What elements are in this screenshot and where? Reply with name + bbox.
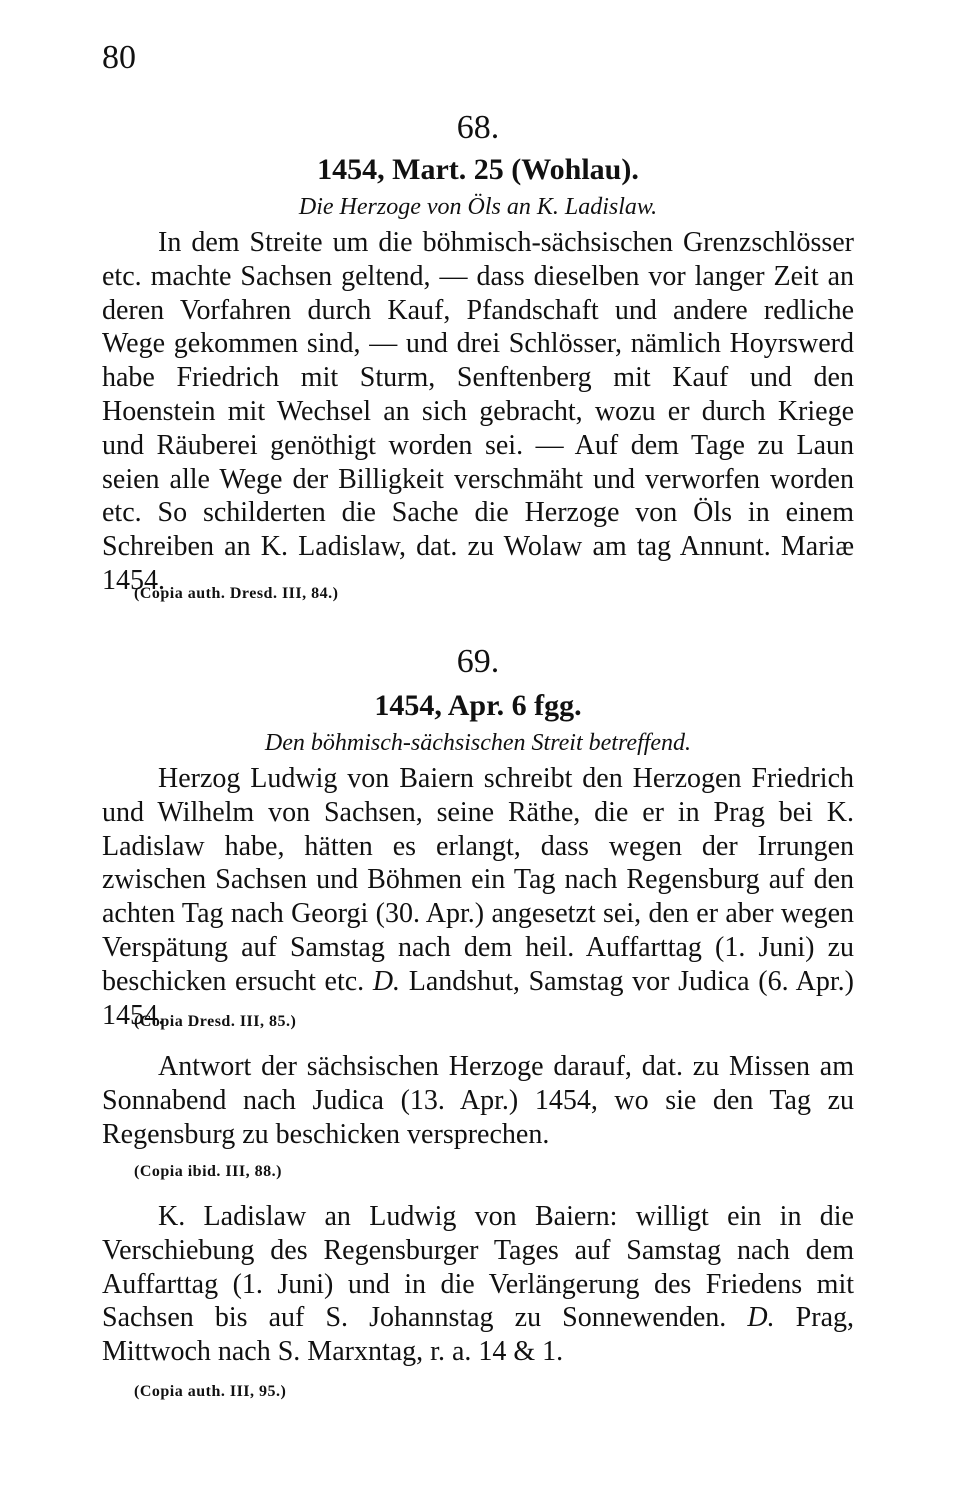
dated-marker: D.	[747, 1302, 775, 1334]
paragraph-text: K. Ladislaw an Ludwig von Baiern: willigt ein in die Verschiebung des Regensburger Tages auf Samstag nach dem Auffarttag (1. Juni) und in die Verlängerung des Friedens mit Sachsen bis auf S. Johannstag zu Sonnewenden.	[102, 1201, 854, 1334]
paragraph-text: Landshut, Samstag vor Judica (6. Apr.) 1454.	[102, 965, 854, 1031]
section-paragraph	[102, 762, 854, 1032]
section-paragraph	[102, 1200, 854, 1369]
section-number: 68.	[456, 109, 500, 146]
section-date: 1454, Mart. 25 (Wohlau).	[317, 153, 639, 186]
section-subtitle: Die Herzoge von Öls an K. Ladislaw.	[298, 194, 658, 220]
section-paragraph: In dem Streite um die böhmisch-sächsischen Grenzschlösser etc. machte Sachsen geltend, — dass dieselben vor langer Zeit an deren Vorfahren durch Kauf, Pfandschaft und andere redliche Wege gekommen sind, — und drei Schlösser, nämlich Hoyrswerd habe Friedrich mit Sturm, Senftenberg mit Kauf und den Hoenstein mit Wechsel an sich gebracht, wozu er durch Kriege und Räuberei genöthigt worden sei. — Auf dem Tage zu Laun seien alle Wege der Billigkeit verschmäht und verworfen worden etc. So schilderten die Sache die Herzoge von Öls in einem Schreiben an K. Ladislaw, dat. zu Wolaw am tag Annunt. Mariæ 1454.	[102, 227, 854, 596]
section-paragraph: Antwort der sächsischen Herzoge darauf, dat. zu Missen am Sonnabend nach Judica (13. Apr.) 1454, wo sie den Tag zu Regensburg zu beschicken versprechen.	[102, 1051, 854, 1150]
page-number: 80	[102, 39, 136, 76]
citation: (Copia Dresd. III, 85.)	[134, 1013, 297, 1030]
section-subtitle: Den böhmisch-sächsischen Streit betreffend.	[264, 730, 692, 756]
paragraph-text: Herzog Ludwig von Baiern schreibt den Herzogen Friedrich und Wilhelm von Sachsen, seine Räthe, die er in Prag bei K. Ladislaw habe, hätten es erlangt, dass wegen der Irrungen zwischen Sachsen und Böhmen ein Tag nach Regensburg auf den achten Tag nach Georgi (30. Apr.) angesetzt sei, den er aber wegen Verspätung auf Samstag nach dem heil. Auffarttag (1. Juni) zu beschicken ersucht etc.	[102, 763, 854, 997]
citation: (Copia ibid. III, 88.)	[134, 1163, 282, 1180]
citation: (Copia auth. Dresd. III, 84.)	[134, 585, 339, 602]
citation: (Copia auth. III, 95.)	[134, 1383, 287, 1400]
dated-marker: D.	[372, 965, 401, 997]
paragraph-text: Prag, Mittwoch nach S. Marxntag, r. a. 14 & 1.	[102, 1302, 854, 1368]
section-date: 1454, Apr. 6 fgg.	[374, 689, 582, 722]
section-number: 69.	[456, 643, 500, 680]
